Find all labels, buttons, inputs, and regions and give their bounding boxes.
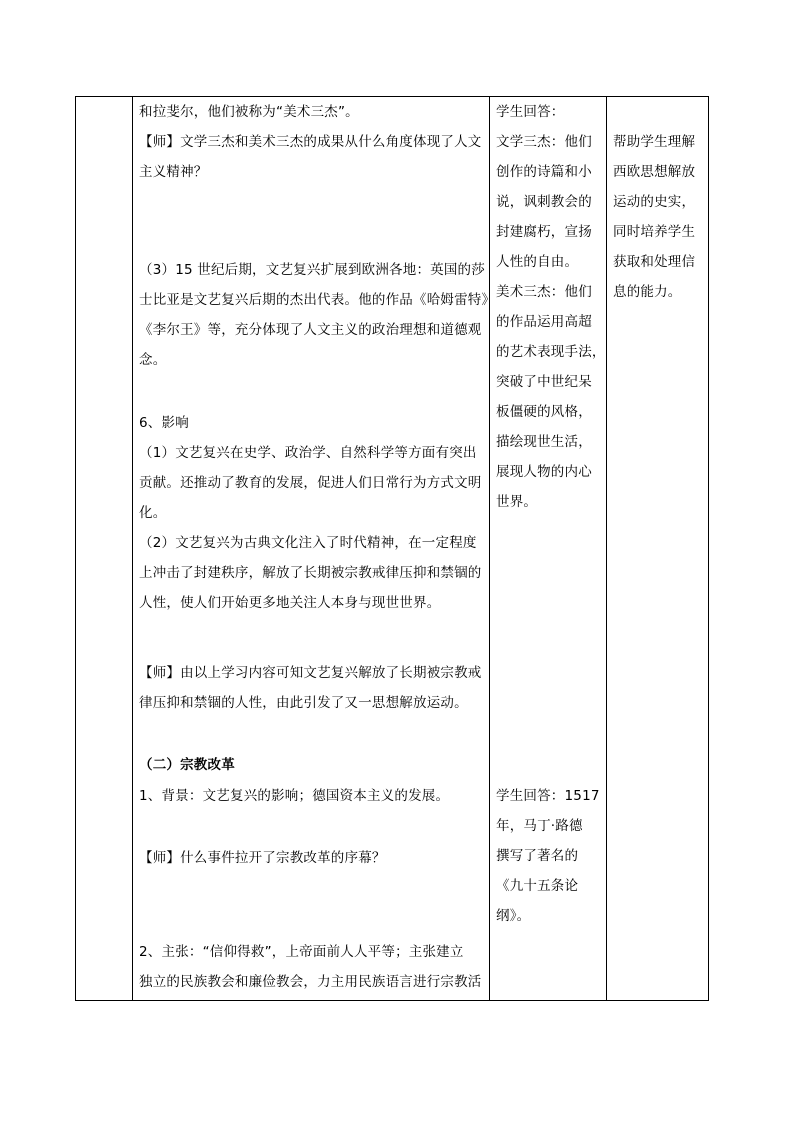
student-line: 美术三杰：他们 (496, 284, 592, 300)
content-line: 士比亚是文艺复兴后期的杰出代表。他的作品《哈姆雷特》 (139, 292, 496, 308)
intent-line: 运动的史实， (613, 194, 696, 210)
content-line: 【师】由以上学习内容可知文艺复兴解放了长期被宗教戒 (139, 665, 482, 681)
intent-line: 同时培养学生 (613, 224, 696, 240)
section-heading: （二）宗教改革 (139, 757, 235, 773)
content-line: 贡献。还推动了教育的发展，促进人们日常行为方式文明 (139, 475, 482, 491)
content-line: 《李尔王》等，充分体现了人文主义的政治理想和道德观 (139, 322, 482, 338)
student-line: 学生回答： (496, 104, 565, 120)
student-line: 展现人物的内心 (496, 464, 592, 480)
student-line: 创作的诗篇和小 (496, 164, 592, 180)
content-line: 上冲击了封建秩序，解放了长期被宗教戒律压抑和禁锢的 (139, 565, 482, 581)
student-line: 学生回答：1517 (496, 788, 600, 804)
intent-line: 西欧思想解放 (613, 164, 696, 180)
student-line: 撰写了著名的 (496, 848, 579, 864)
student-line: 的艺术表现手法， (496, 344, 606, 360)
content-line: 化。 (139, 505, 167, 521)
content-line: 主义精神？ (139, 164, 208, 180)
content-line: 【师】什么事件拉开了宗教改革的序幕？ (139, 850, 386, 866)
intent-line: 获取和处理信 (613, 254, 696, 270)
student-line: 突破了中世纪呆 (496, 374, 592, 390)
content-line: 2、主张：“信仰得救”，上帝面前人人平等；主张建立 (139, 944, 464, 960)
content-line: 和拉斐尔，他们被称为“美术三杰”。 (139, 104, 359, 120)
intent-line: 息的能力。 (613, 284, 682, 300)
content-line: （3）15 世纪后期，文艺复兴扩展到欧洲各地：英国的莎 (139, 262, 485, 278)
student-line: 年，马丁·路德 (496, 818, 583, 834)
section-cell (76, 97, 132, 1000)
student-line: 《九十五条论 (496, 878, 579, 894)
content-line: （1）文艺复兴在史学、政治学、自然科学等方面有突出 (139, 445, 477, 461)
student-line: 人性的自由。 (496, 254, 579, 270)
teaching-content-cell (133, 97, 496, 1000)
student-line: 的作品运用高超 (496, 314, 592, 330)
design-intent-cell (607, 97, 708, 1000)
content-line: 6、影响 (139, 415, 189, 431)
content-line: 人性，使人们开始更多地关注人本身与现世世界。 (139, 595, 441, 611)
student-line: 说，讽刺教会的 (496, 194, 592, 210)
content-line: 律压抑和禁锢的人性，由此引发了又一思想解放运动。 (139, 695, 468, 711)
student-line: 板僵硬的风格， (496, 404, 592, 420)
content-line: （2）文艺复兴为古典文化注入了时代精神，在一定程度 (139, 535, 477, 551)
lesson-plan-table (75, 96, 709, 1001)
content-line: 1、背景：文艺复兴的影响；德国资本主义的发展。 (139, 788, 450, 804)
student-line: 世界。 (496, 494, 538, 510)
content-line: 【师】文学三杰和美术三杰的成果从什么角度体现了人文 (139, 134, 482, 150)
content-line: 念。 (139, 352, 167, 368)
student-line: 纲》。 (496, 908, 531, 924)
student-activity-cell (490, 97, 606, 1000)
student-line: 封建腐朽，宣扬 (496, 224, 592, 240)
intent-line: 帮助学生理解 (613, 134, 696, 150)
content-line: 独立的民族教会和廉俭教会，力主用民族语言进行宗教活 (139, 974, 482, 990)
student-line: 文学三杰：他们 (496, 134, 592, 150)
student-line: 描绘现世生活， (496, 434, 592, 450)
